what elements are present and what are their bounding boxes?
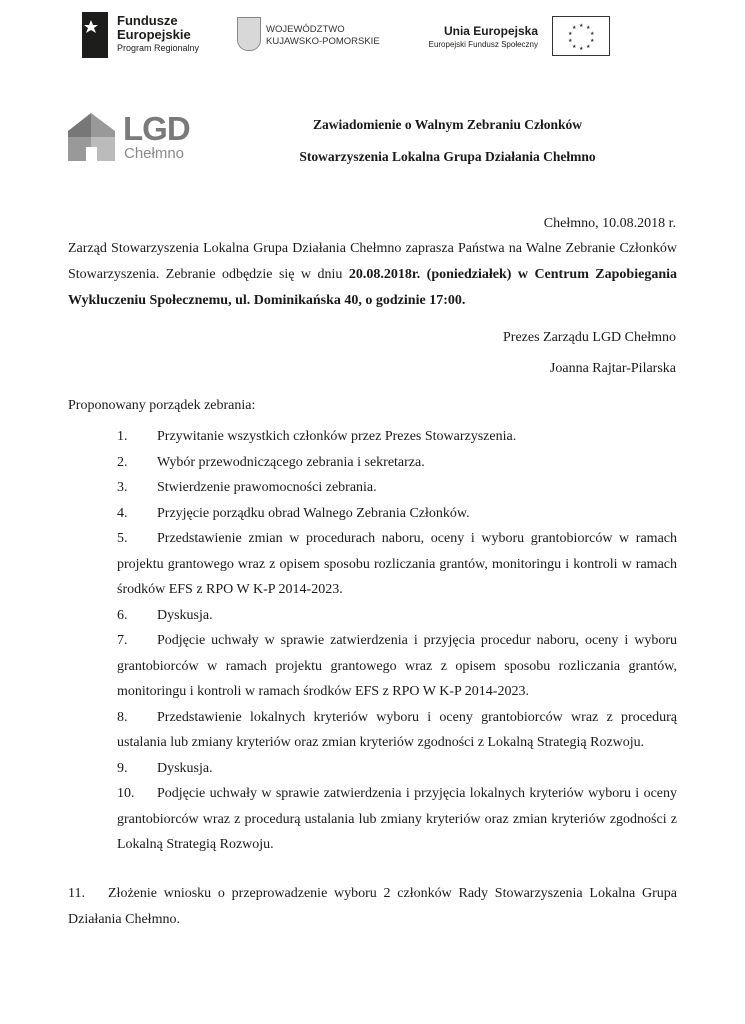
document-title-line1: Zawiadomienie o Walnym Zebraniu Członków [312,117,583,132]
eu-flag-icon: ★ ★ ★ ★ ★ ★ ★ ★ ★ ★ [552,16,610,56]
agenda-item: 8. Przedstawienie lokalnych kryteriów wyboru i oceny grantobiorców wraz z procedurą ustalania lub zmiany kryteriów oraz zmian kryteriów zgodności z Lokalną Strategią Rozwoju. [117,709,677,750]
agenda-item: 2. Wybór przewodniczącego zebrania i sekretarza. [117,454,425,470]
lgd-logo-sub: Chełmno [124,145,185,162]
wojewodztwo-crest-icon [237,17,261,51]
agenda-item-11: 11. Złożenie wniosku o przeprowadzenie wyboru 2 członków Rady Stowarzyszenia Lokalna Grupa Działania Chełmno. [68,886,677,927]
invitation-paragraph: Zarząd Stowarzyszenia Lokalna Grupa Działania Chełmno zaprasza Państwa na Walne Zebranie Członków Stowarzyszenia. Zebranie odbędzie się w dniu 20.08.2018r. (poniedziałek) w Centrum Zapobiegania Wykluczeniu Społecznemu, ul. Dominikańska 40, o godzinie 17:00. [68,241,677,308]
agenda-item: 5. Przedstawienie zmian w procedurach naboru, oceny i wyboru grantobiorców w ramach projektu grantowego wraz z opisem sposobu rozliczania grantów, monitoringu i kontroli w ramach środków EFS z RPO W K-P 2014-2023. [117,531,677,597]
document-title-line2: Stowarzyszenia Lokalna Grupa Działania Chełmno [299,149,596,164]
dateline: Chełmno, 10.08.2018 r. [543,216,676,231]
agenda-item: 4. Przyjęcie porządku obrad Walnego Zebrania Członków. [117,505,470,521]
agenda-intro: Proponowany porządek zebrania: [68,398,256,413]
wojewodztwo-logo-text: WOJEWÓDZTWO KUJAWSKO-POMORSKIE [266,24,380,47]
fundusze-europejskie-logo-icon [82,12,108,58]
agenda-item: 1. Przywitanie wszystkich członków przez Prezes Stowarzyszenia. [117,429,517,444]
agenda-item: 7. Podjęcie uchwały w sprawie zatwierdzenia i przyjęcia procedur naboru, oceny i wyboru grantobiorców w ramach projektu grantowego wraz z opisem sposobu rozliczania grantów, monitoringu i kontroli w ramach środków EFS z RPO W K-P 2014-2023. [117,633,677,699]
signer-name: Joanna Rajtar-Pilarska [549,361,676,376]
signer-title: Prezes Zarządu LGD Chełmno [503,330,676,345]
agenda-item: 9. Dyskusja. [117,760,213,776]
agenda-item: 6. Dyskusja. [117,607,213,623]
agenda-item: 3. Stwierdzenie prawomocności zebrania. [117,480,377,495]
fundusze-europejskie-logo-text: Fundusze Europejskie Program Regionalny [117,13,200,53]
lgd-logo-main: LGD [123,110,190,147]
agenda-list [117,424,677,858]
agenda-item: 10. Podjęcie uchwały w sprawie zatwierdzenia i przyjęcia lokalnych kryteriów wyboru i oceny grantobiorców wraz z procedurą ustalania lub zmiany kryteriów oraz zmian kryteriów zgodności z Lokalną Strategią Rozwoju. [117,786,677,852]
unia-europejska-logo-text: Unia Europejska Europejski Fundusz Społeczny [428,24,538,49]
